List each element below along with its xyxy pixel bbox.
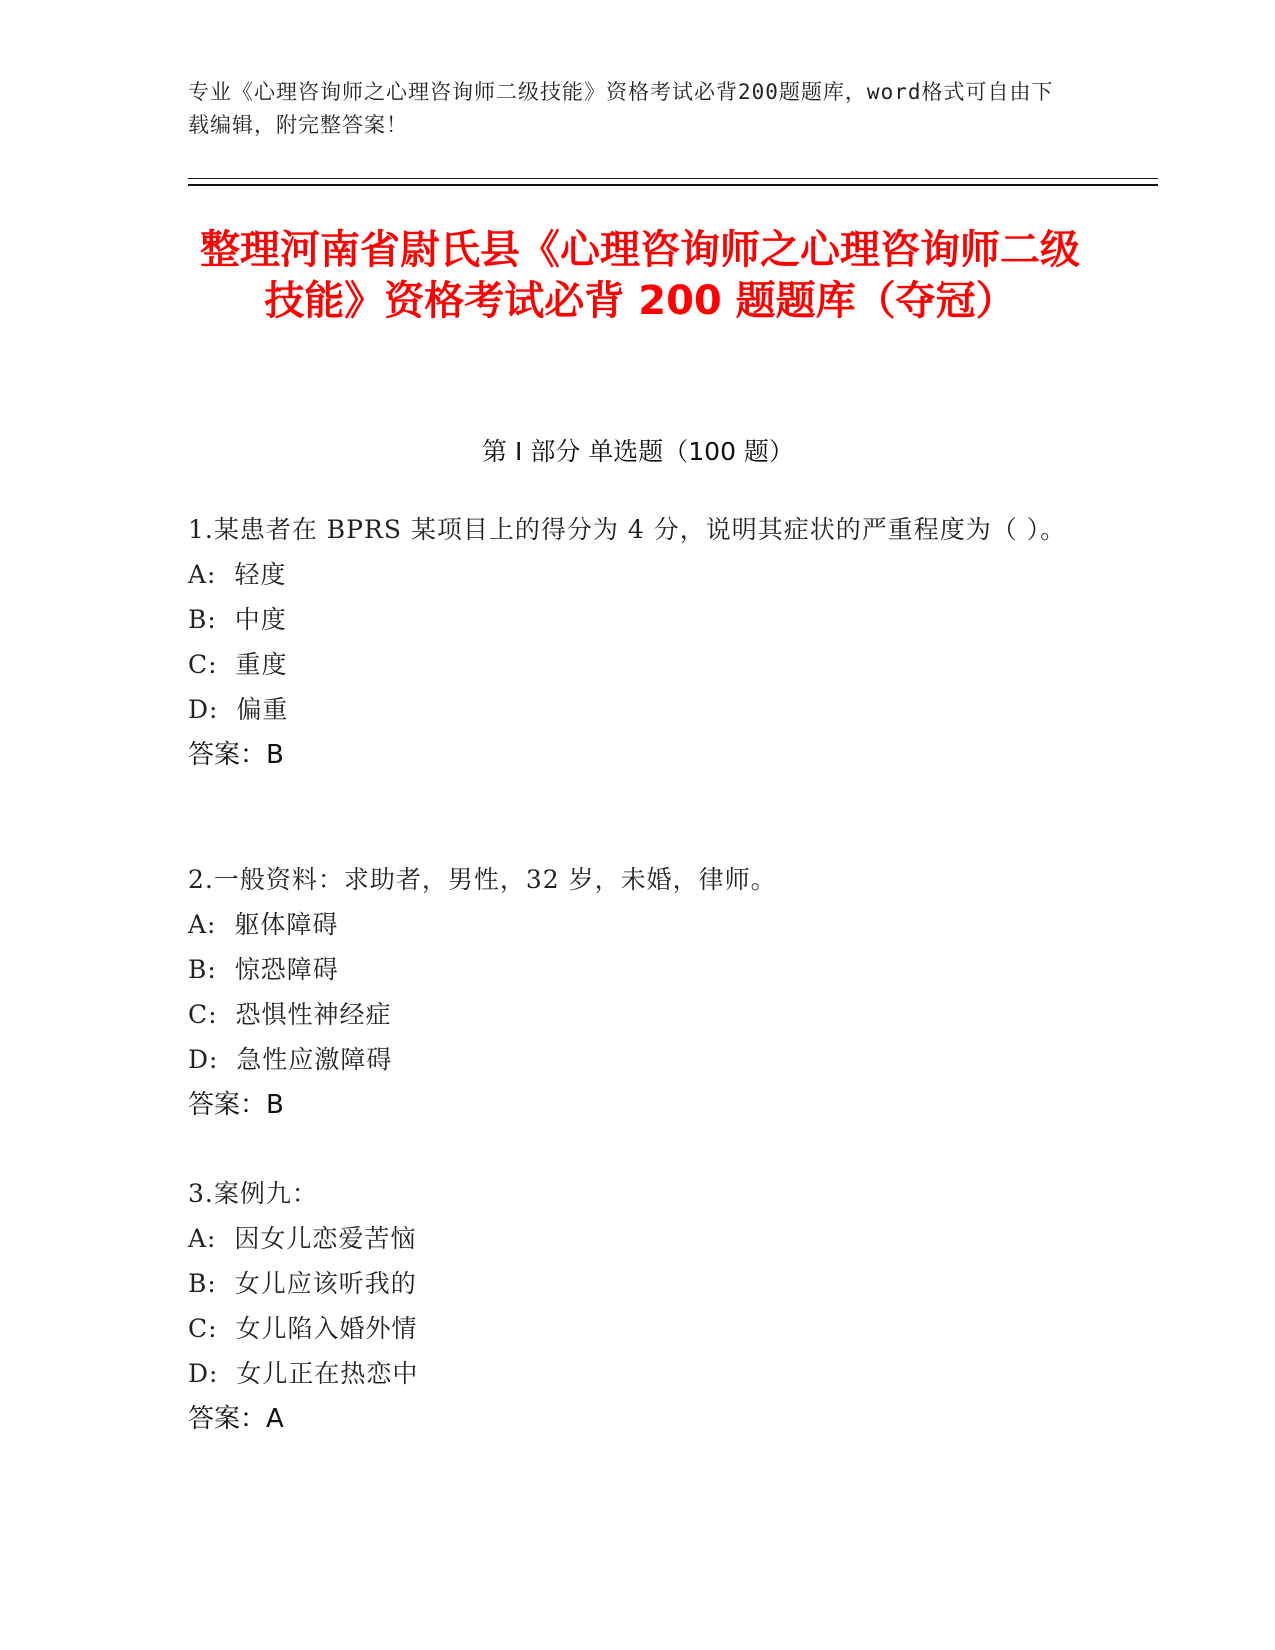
option-c: C: 重度 <box>188 650 288 679</box>
answer-line: 答案：B <box>188 740 284 770</box>
option-a: A: 因女儿恋爱苦恼 <box>188 1224 417 1253</box>
header-divider-thin <box>188 178 1158 179</box>
option-a: A: 躯体障碍 <box>188 910 339 939</box>
option-c: C: 恐惧性神经症 <box>188 1000 392 1029</box>
option-d: D: 急性应激障碍 <box>188 1045 393 1074</box>
header-note: 专业《心理咨询师之心理咨询师二级技能》资格考试必背200题题库，word格式可自由下载编辑，附完整答案！ <box>188 80 1054 137</box>
question-stem: 1.某患者在 BPRS 某项目上的得分为 4 分，说明其症状的严重程度为（ ）。 <box>188 515 1067 544</box>
question-stem: 3.案例九： <box>188 1179 318 1208</box>
option-b: B: 惊恐障碍 <box>188 955 339 984</box>
option-a: A: 轻度 <box>188 560 287 589</box>
option-d: D: 女儿正在热恋中 <box>188 1359 419 1388</box>
header-divider-thick <box>188 184 1158 186</box>
option-c: C: 女儿陷入婚外情 <box>188 1314 418 1343</box>
question-3 <box>188 1172 1088 1442</box>
answer-line: 答案：A <box>188 1404 284 1434</box>
document-title: 整理河南省尉氏县《心理咨询师之心理咨询师二级技能》资格考试必背 200 题题库（夺冠） <box>200 227 1080 324</box>
answer-line: 答案：B <box>188 1090 284 1120</box>
question-1 <box>188 508 1088 778</box>
option-b: B: 女儿应该听我的 <box>188 1269 417 1298</box>
option-d: D: 偏重 <box>188 695 289 724</box>
question-2 <box>188 858 1088 1128</box>
option-b: B: 中度 <box>188 605 287 634</box>
section-heading: 第 I 部分 单选题（100 题） <box>482 437 794 466</box>
question-stem: 2.一般资料：求助者，男性，32 岁，未婚，律师。 <box>188 865 777 894</box>
